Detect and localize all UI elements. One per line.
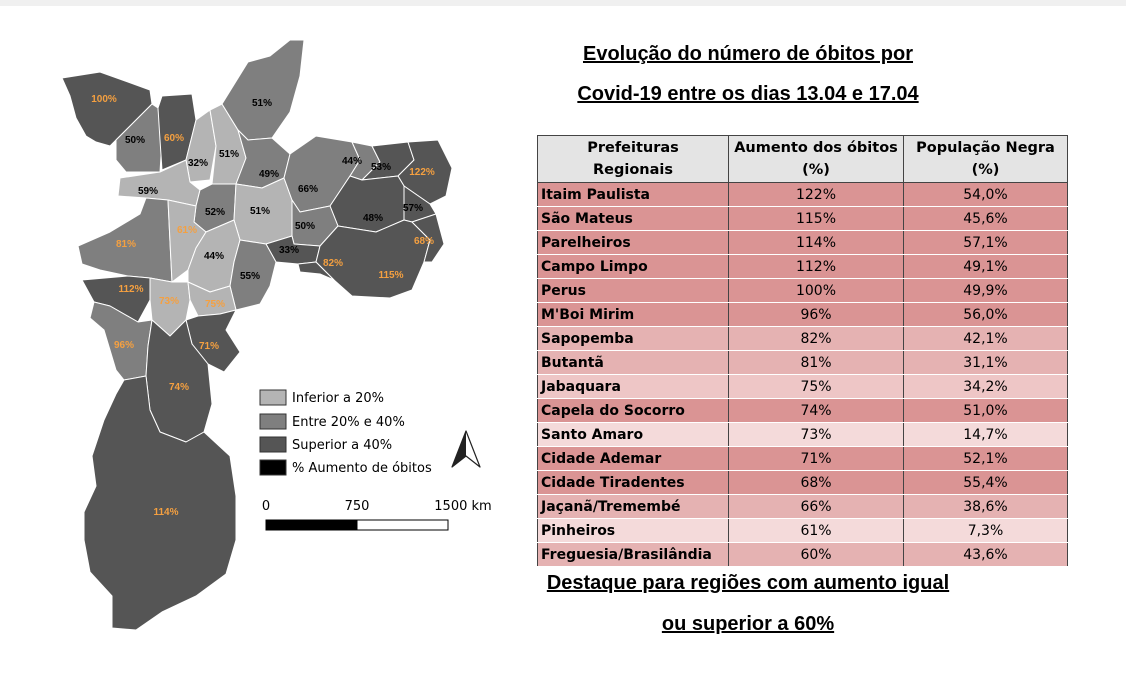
table-row bbox=[538, 519, 1068, 543]
black-population-cell: 14,7% bbox=[904, 423, 1068, 447]
black-population-cell: 57,1% bbox=[904, 231, 1068, 255]
region-name-cell: Cidade Tiradentes bbox=[538, 471, 729, 495]
black-population-cell: 38,6% bbox=[904, 495, 1068, 519]
header-line: (%) bbox=[802, 162, 830, 178]
increase-cell: 68% bbox=[729, 471, 904, 495]
increase-cell: 122% bbox=[729, 183, 904, 207]
map-region-label: 49% bbox=[258, 169, 280, 180]
increase-cell: 73% bbox=[729, 423, 904, 447]
black-population-cell: 54,0% bbox=[904, 183, 1068, 207]
increase-cell: 82% bbox=[729, 327, 904, 351]
region-name-cell: Perus bbox=[538, 279, 729, 303]
increase-cell: 61% bbox=[729, 519, 904, 543]
table-row bbox=[538, 231, 1068, 255]
scale-tick: 1500 km bbox=[434, 499, 492, 514]
map-region-label: 51% bbox=[249, 206, 271, 217]
map-region-label: 73% bbox=[158, 296, 180, 307]
map-region-label: 82% bbox=[322, 258, 344, 269]
region-name-cell: Campo Limpo bbox=[538, 255, 729, 279]
increase-cell: 81% bbox=[729, 351, 904, 375]
legend-item-label: % Aumento de óbitos bbox=[292, 461, 432, 476]
map-region-label: 32% bbox=[187, 158, 209, 169]
footnote-line-2: ou superior a 60% bbox=[661, 613, 835, 635]
table-row bbox=[538, 351, 1068, 375]
map-region-label: 33% bbox=[278, 245, 300, 256]
deaths-table bbox=[537, 135, 1068, 567]
map-region-label: 52% bbox=[204, 207, 226, 218]
header-line: Prefeituras bbox=[587, 140, 679, 156]
increase-cell: 115% bbox=[729, 207, 904, 231]
map-region-label: 51% bbox=[218, 149, 240, 160]
map-region-label: 114% bbox=[153, 507, 179, 518]
black-population-cell: 31,1% bbox=[904, 351, 1068, 375]
scale-tick: 750 bbox=[344, 499, 370, 514]
footnote-line-1: Destaque para regiões com aumento igual bbox=[546, 572, 950, 594]
map-region-label: 81% bbox=[115, 239, 137, 250]
map-region-label: 75% bbox=[204, 299, 226, 310]
map-region-label: 55% bbox=[239, 271, 261, 282]
map-region-label: 96% bbox=[113, 340, 135, 351]
legend-item-label: Inferior a 20% bbox=[292, 391, 385, 406]
black-population-cell: 43,6% bbox=[904, 543, 1068, 567]
scale-bar bbox=[262, 499, 492, 530]
map-region-label: 51% bbox=[251, 98, 273, 109]
map-legend bbox=[260, 390, 432, 476]
map-region-label: 122% bbox=[409, 167, 435, 178]
table-header-region bbox=[538, 136, 729, 183]
page-title-line-1: Evolução do número de óbitos por bbox=[582, 43, 914, 65]
map-region-label: 100% bbox=[91, 94, 117, 105]
increase-cell: 60% bbox=[729, 543, 904, 567]
black-population-cell: 49,1% bbox=[904, 255, 1068, 279]
black-population-cell: 56,0% bbox=[904, 303, 1068, 327]
black-population-cell: 42,1% bbox=[904, 327, 1068, 351]
region-name-cell: São Mateus bbox=[538, 207, 729, 231]
black-population-cell: 34,2% bbox=[904, 375, 1068, 399]
region-name-cell: Parelheiros bbox=[538, 231, 729, 255]
map-region-label: 60% bbox=[163, 133, 185, 144]
increase-cell: 71% bbox=[729, 447, 904, 471]
table-row bbox=[538, 399, 1068, 423]
map-region-label: 57% bbox=[402, 203, 424, 214]
north-arrow-icon bbox=[452, 431, 480, 467]
table-row bbox=[538, 495, 1068, 519]
black-population-cell: 55,4% bbox=[904, 471, 1068, 495]
black-population-cell: 52,1% bbox=[904, 447, 1068, 471]
region-name-cell: Jaçanã/Tremembé bbox=[538, 495, 729, 519]
table-row bbox=[538, 447, 1068, 471]
map-region-label: 50% bbox=[294, 221, 316, 232]
header-line: (%) bbox=[971, 162, 1000, 178]
header-line: Aumento dos óbitos bbox=[734, 140, 898, 156]
table-row bbox=[538, 543, 1068, 567]
increase-cell: 96% bbox=[729, 303, 904, 327]
region-name-cell: Cidade Ademar bbox=[538, 447, 729, 471]
increase-cell: 75% bbox=[729, 375, 904, 399]
legend-item-label: Entre 20% e 40% bbox=[292, 415, 405, 430]
table-row bbox=[538, 327, 1068, 351]
header-line: Regionais bbox=[592, 162, 674, 178]
region-name-cell: Butantã bbox=[538, 351, 729, 375]
legend-item-label: Superior a 40% bbox=[292, 438, 393, 453]
map-region-label: 66% bbox=[297, 184, 319, 195]
map-region-label: 48% bbox=[362, 213, 384, 224]
table-header-row bbox=[538, 136, 1068, 183]
page-title-line-2: Covid-19 entre os dias 13.04 e 17.04 bbox=[577, 83, 919, 105]
increase-cell: 74% bbox=[729, 399, 904, 423]
table-row bbox=[538, 255, 1068, 279]
map-region-label: 50% bbox=[124, 135, 146, 146]
increase-cell: 114% bbox=[729, 231, 904, 255]
increase-cell: 112% bbox=[729, 255, 904, 279]
table-row bbox=[538, 279, 1068, 303]
map-region-label: 44% bbox=[341, 156, 363, 167]
table-header-black-population bbox=[904, 136, 1068, 183]
table-row bbox=[538, 303, 1068, 327]
region-name-cell: Santo Amaro bbox=[538, 423, 729, 447]
region-name-cell: Freguesia/Brasilândia bbox=[538, 543, 729, 567]
table-header-increase bbox=[729, 136, 904, 183]
black-population-cell: 7,3% bbox=[904, 519, 1068, 543]
region-name-cell: Capela do Socorro bbox=[538, 399, 729, 423]
region-name-cell: Jabaquara bbox=[538, 375, 729, 399]
map-region-label: 71% bbox=[198, 341, 220, 352]
table-row bbox=[538, 471, 1068, 495]
black-population-cell: 45,6% bbox=[904, 207, 1068, 231]
region-name-cell: Sapopemba bbox=[538, 327, 729, 351]
region-name-cell: M'Boi Mirim bbox=[538, 303, 729, 327]
black-population-cell: 51,0% bbox=[904, 399, 1068, 423]
black-population-cell: 49,9% bbox=[904, 279, 1068, 303]
map-region-label: 61% bbox=[176, 225, 198, 236]
table-row bbox=[538, 375, 1068, 399]
map-region-label: 53% bbox=[370, 162, 392, 173]
table-row bbox=[538, 423, 1068, 447]
increase-cell: 100% bbox=[729, 279, 904, 303]
table-row bbox=[538, 183, 1068, 207]
table-row bbox=[538, 207, 1068, 231]
map-region-label: 59% bbox=[137, 186, 159, 197]
header-line: População Negra bbox=[916, 140, 1055, 156]
region-name-cell: Pinheiros bbox=[538, 519, 729, 543]
map-region-label: 74% bbox=[168, 382, 190, 393]
map-region-label: 115% bbox=[378, 270, 404, 281]
map-region-label: 68% bbox=[413, 236, 435, 247]
scale-tick: 0 bbox=[261, 499, 271, 514]
map-region-label: 44% bbox=[203, 251, 225, 262]
sao-paulo-map bbox=[0, 0, 520, 698]
map-region-label: 112% bbox=[118, 284, 144, 295]
increase-cell: 66% bbox=[729, 495, 904, 519]
region-name-cell: Itaim Paulista bbox=[538, 183, 729, 207]
